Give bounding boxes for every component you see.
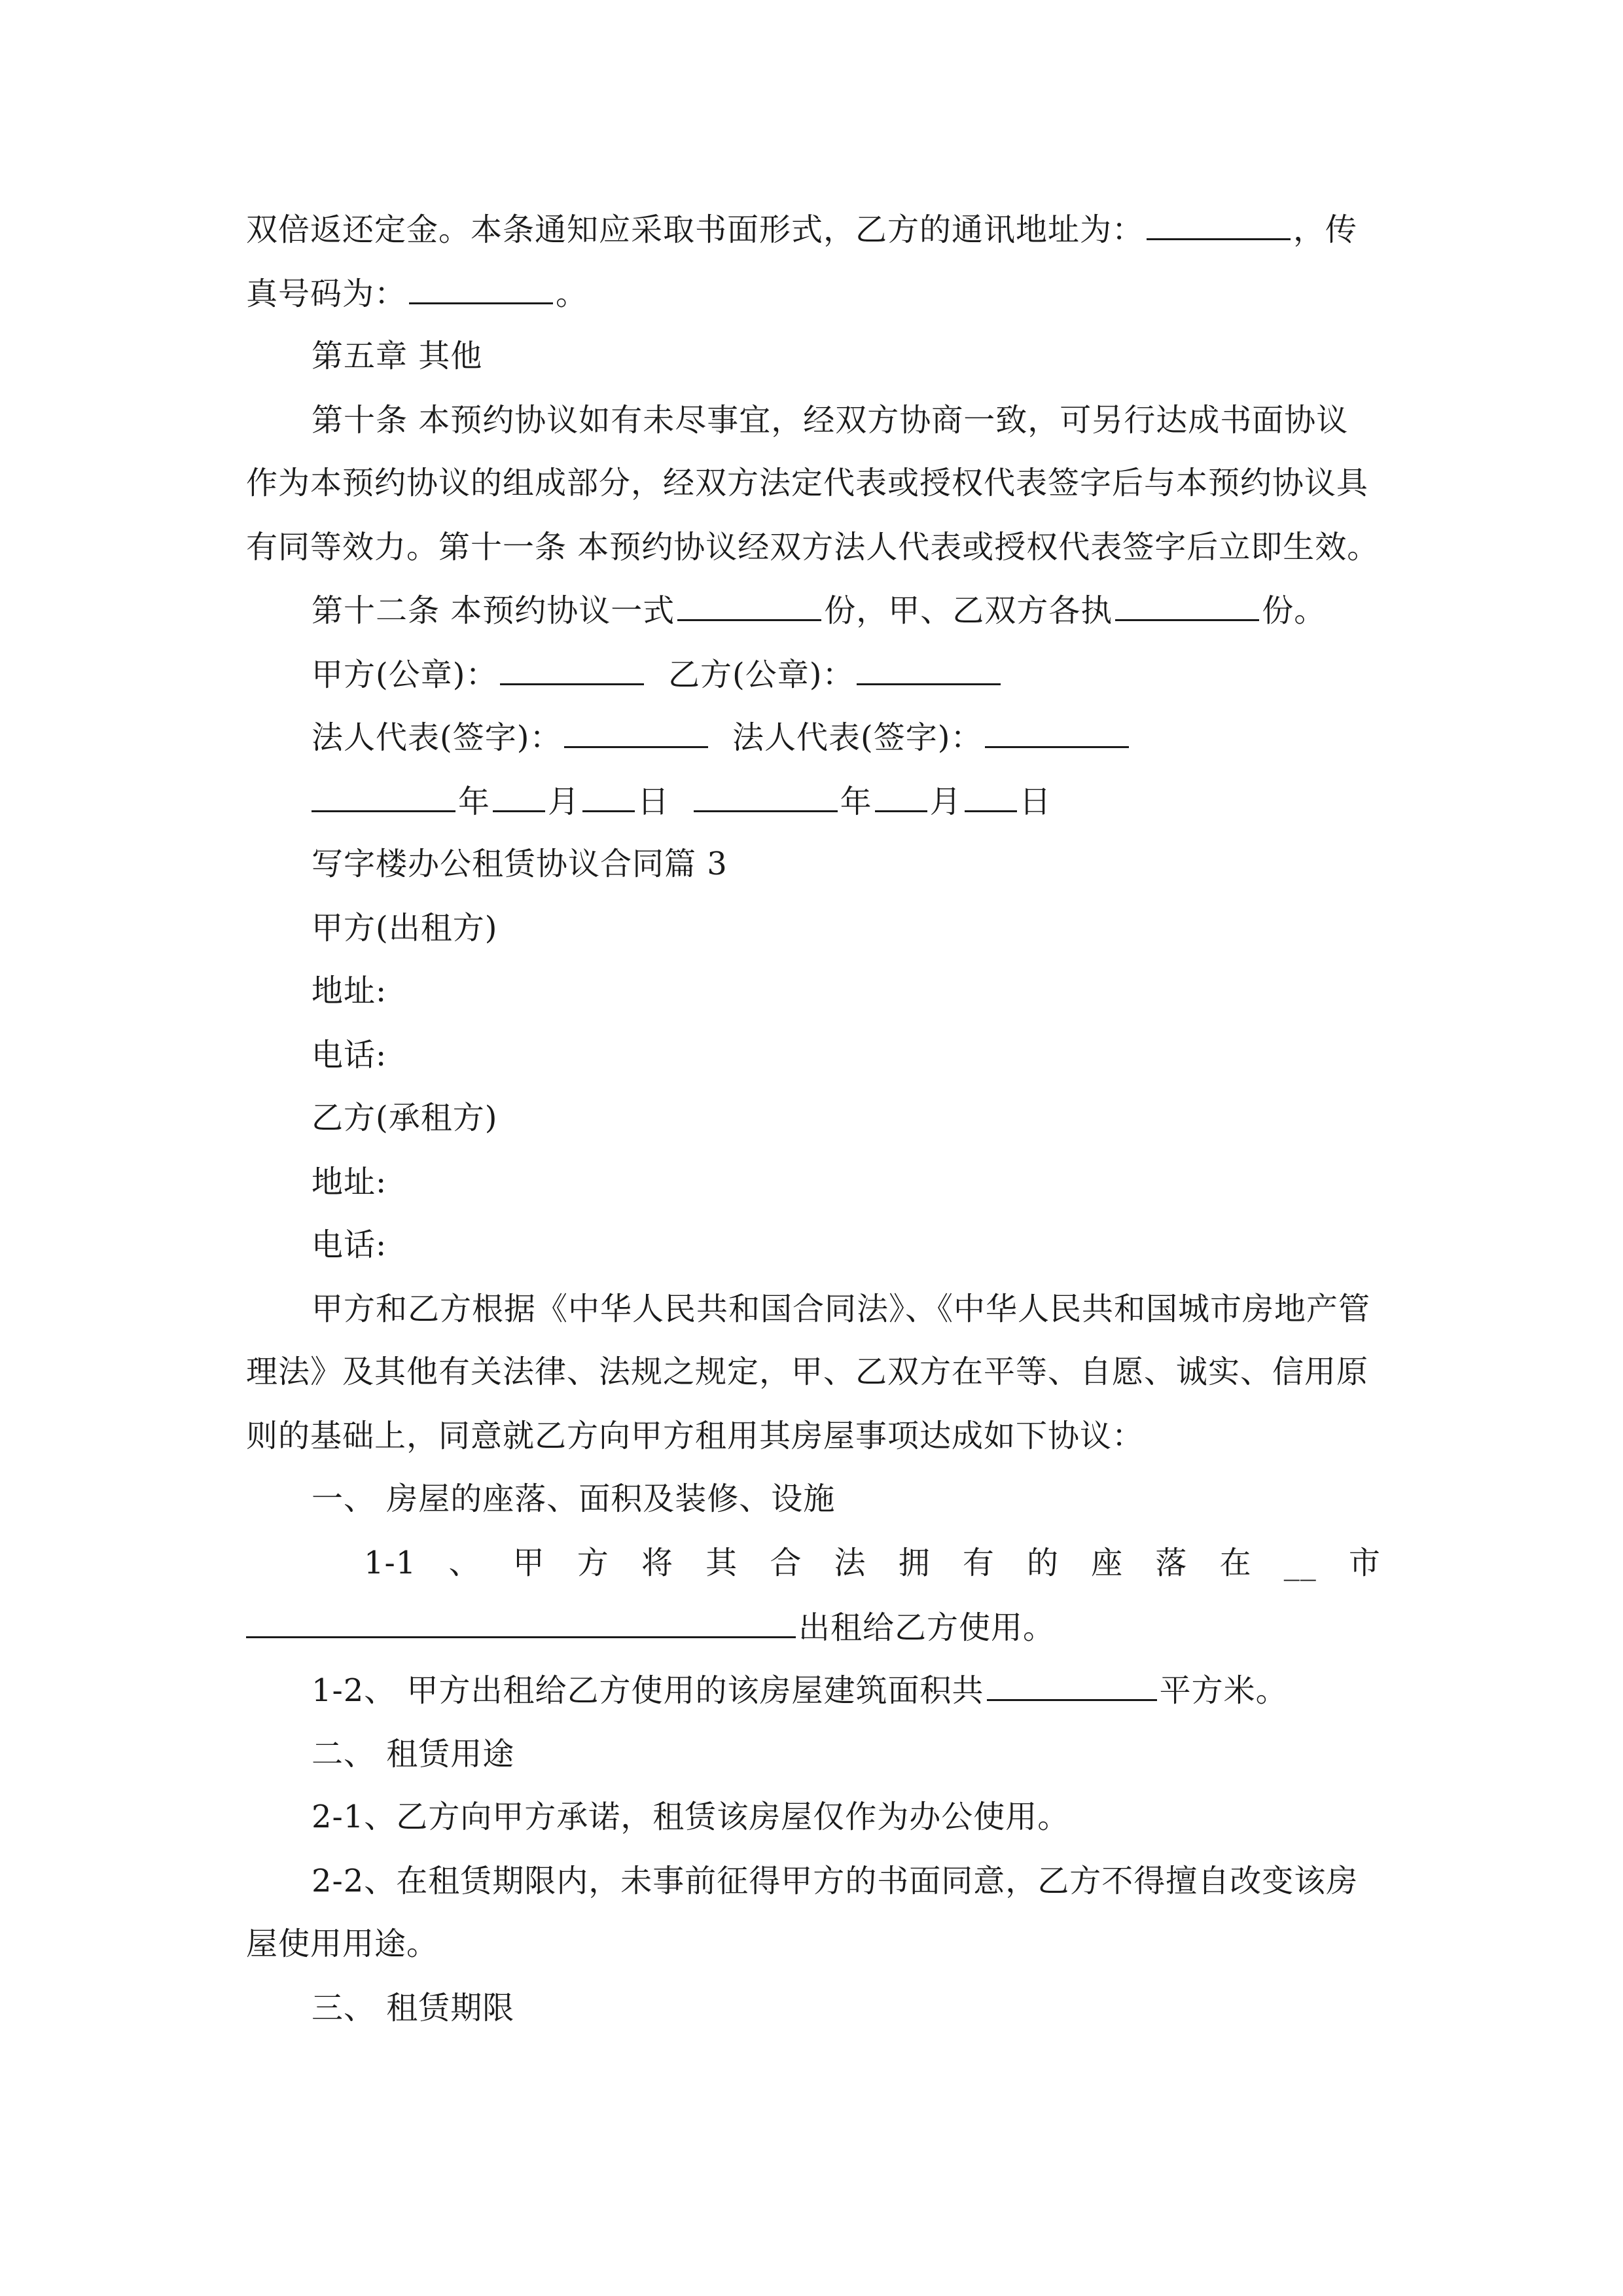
spread-char: 座 <box>1091 1545 1124 1581</box>
blank-field <box>1115 590 1259 621</box>
blank-field <box>875 781 927 812</box>
paragraph-line: 则的基础上，同意就乙方向甲方租用其房屋事项达成如下协议： <box>246 1418 1145 1454</box>
blank-field <box>493 781 545 812</box>
blank-field <box>582 781 635 812</box>
paragraph-line: 第十条 本预约协议如有未尽事宜，经双方协商一致，可另行达成书面协议 <box>312 402 1349 439</box>
text-segment: 乙方(公章)： <box>668 656 855 693</box>
spread-char: 拥 <box>898 1545 931 1581</box>
date-day-label: 日 <box>1019 783 1052 820</box>
text-segment: 份，甲、乙双方各执 <box>824 592 1113 629</box>
blank-field <box>857 655 1001 685</box>
address-label: 地址: <box>312 973 387 1009</box>
blank-field <box>564 717 708 748</box>
paragraph-line: 甲方和乙方根据《中华人民共和国合同法》、《中华人民共和国城市房地产管 <box>312 1291 1371 1327</box>
section-title: 写字楼办公租赁协议合同篇 3 <box>312 846 728 882</box>
clause-heading: 三、 租赁期限 <box>312 1990 515 2026</box>
paragraph-line <box>312 590 1381 630</box>
signature-line <box>312 655 1381 694</box>
address-label: 地址: <box>312 1164 387 1200</box>
clause-heading: 一、 房屋的座落、面积及装修、设施 <box>312 1480 836 1517</box>
paragraph-line: 2-1、乙方向甲方承诺，租赁该房屋仅作为办公使用。 <box>312 1799 1070 1835</box>
spread-char: 、 <box>448 1545 481 1581</box>
date-line <box>312 781 1381 821</box>
text-segment: 平方米。 <box>1159 1672 1288 1709</box>
text-segment: 份。 <box>1262 592 1327 629</box>
text-segment: 第十二条 本预约协议一式 <box>312 592 675 629</box>
text-segment: 出租给乙方使用。 <box>798 1609 1056 1646</box>
blank-field <box>965 781 1017 812</box>
blank-field <box>246 1607 796 1638</box>
party-label: 甲方(出租方) <box>312 910 498 946</box>
spread-char: 落 <box>1155 1545 1188 1581</box>
paragraph-line <box>246 209 1381 249</box>
spread-char: 将 <box>641 1545 673 1581</box>
paragraph-line <box>312 1670 1381 1710</box>
phone-label: 电话: <box>312 1227 387 1263</box>
paragraph-line: 理法》及其他有关法律、法规之规定，甲、乙双方在平等、自愿、诚实、信用原 <box>246 1354 1369 1390</box>
text-segment: 1-2、 甲方出租给乙方使用的该房屋建筑面积共 <box>312 1672 984 1709</box>
date-month-label: 月 <box>548 783 580 820</box>
blank-field <box>409 274 553 304</box>
spread-char: 其 <box>705 1545 738 1581</box>
party-label: 乙方(承租方) <box>312 1100 498 1136</box>
blank-field <box>1147 209 1291 240</box>
text-segment: 双倍返还定金。本条通知应采取书面形式，乙方的通讯地址为： <box>246 211 1145 248</box>
spread-char: 1-1 <box>364 1545 417 1581</box>
text-segment: 法人代表(签字)： <box>732 719 983 756</box>
paragraph-line: 屋使用用途。 <box>246 1926 439 1962</box>
text-segment: 法人代表(签字)： <box>312 719 562 756</box>
blank-field <box>677 590 821 621</box>
spread-char: 有 <box>962 1545 995 1581</box>
spread-char: 市 <box>1348 1545 1381 1581</box>
text-segment: 。 <box>556 276 588 312</box>
date-year-label: 年 <box>458 783 491 820</box>
date-year-label: 年 <box>840 783 872 820</box>
paragraph-line: 有同等效力。第十一条 本预约协议经双方法人代表或授权代表签字后立即生效。 <box>246 529 1380 565</box>
date-month-label: 月 <box>929 783 962 820</box>
blank-field <box>312 781 455 812</box>
spread-char: 法 <box>834 1545 866 1581</box>
text-segment: ，传 <box>1293 211 1358 248</box>
text-segment: 真号码为： <box>246 276 407 312</box>
spread-char: __ <box>1283 1545 1317 1581</box>
paragraph-line: 2-2、在租赁期限内，未事前征得甲方的书面同意，乙方不得擅自改变该房 <box>312 1863 1359 1899</box>
date-day-label: 日 <box>637 783 670 820</box>
spread-char: 甲 <box>512 1545 545 1581</box>
chapter-heading: 第五章 其他 <box>312 338 483 374</box>
spread-char: 在 <box>1219 1545 1252 1581</box>
blank-field <box>985 717 1129 748</box>
clause-heading: 二、 租赁用途 <box>312 1736 515 1772</box>
spread-char: 合 <box>770 1545 802 1581</box>
text-segment: 甲方(公章)： <box>312 656 498 693</box>
paragraph-line: 作为本预约协议的组成部分，经双方法定代表或授权代表签字后与本预约协议具 <box>246 465 1369 501</box>
paragraph-line <box>246 274 1381 314</box>
signature-line <box>312 717 1381 757</box>
blank-field <box>500 655 644 685</box>
spread-text <box>364 1543 1381 1583</box>
spread-char: 的 <box>1027 1545 1060 1581</box>
justified-line <box>364 1543 1381 1583</box>
phone-label: 电话: <box>312 1037 387 1073</box>
blank-field <box>987 1670 1157 1701</box>
spread-char: 方 <box>577 1545 609 1581</box>
paragraph-line <box>246 1607 1381 1647</box>
blank-field <box>694 781 838 812</box>
